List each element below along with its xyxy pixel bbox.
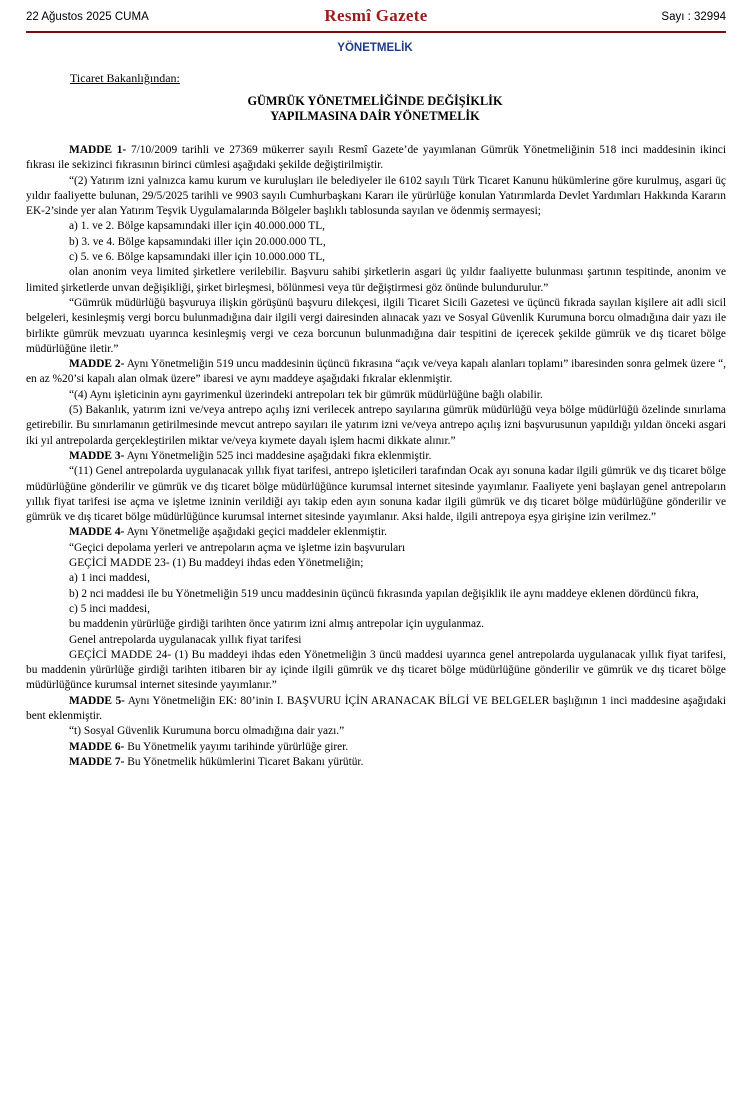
section-heading: YÖNETMELİK [337,42,413,54]
paragraph-text: bu maddenin yürürlüğe girdiği tarihten önce yatırım izni almış antrepolar için uygulanmaz. [69,618,485,631]
body-paragraph [26,556,726,571]
issue-date: 22 Ağustos 2025 CUMA [26,11,149,23]
paragraph-text: GEÇİCİ MADDE 24- (1) Bu maddeyi ihdas eden Yönetmeliğin 3 üncü maddesi uyarınca genel antrepolarda uygulanacak yıllık fiyat tarifesi, bu maddenin yürürlüğe girdiği tarihten itibaren bir ay içinde ilgili gümrük ve dış ticaret bölge müdürlüğüne gönderilir ve gümrük ve dış ticaret bölge müdürlüğünce kurumsal internet sitesinde yayımlanır.” [26,648,726,692]
paragraph-text: a) 1 inci maddesi, [69,572,150,585]
article-paragraph [26,143,726,174]
article-number: MADDE 1- [69,144,127,156]
regulation-body [26,143,726,770]
paragraph-text: Aynı Yönetmeliğin EK: 80’inin I. BAŞVURU İÇİN ARANACAK BİLGİ VE BELGELER başlığının 1 inci maddesine aşağıdaki bent eklenmiştir. [26,694,726,722]
paragraph-text: c) 5 inci maddesi, [69,602,150,615]
body-paragraph [26,403,726,449]
paragraph-text: “Gümrük müdürlüğü başvuruya ilişkin görüşünü başvuru dilekçesi, ilgili Ticaret Sicili Gazetesi ve üçüncü fıkrada sayılan kişilere ait adli sicil belgeleri, kesinleşmiş vergi borcu bulunmadığına dair ilgili vergi dairesinden alınacak yazı ve Sosyal Güvenlik Kurumuna borcu olmadığına dair yazı ile birlikte gümrük mevzuatı uyarınca kesinleşmiş vergi ve ceza borcunun bulunmadığına dair tespitini de içerecek şekilde gümrük ve dış ticaret bölge müdürlüğüne iletir.” [26,296,726,355]
body-paragraph [26,250,726,265]
article-paragraph [26,357,726,388]
paragraph-text: (5) Bakanlık, yatırım izni ve/veya antrepo açılış izni verilecek antrepo sayılarına gümrük müdürlüğü veya bölge müdürlüğü özelinde sınırlama getirebilir. Bu sınırlamanın getirilmesinde mevcut antrepo sayıları ile yatırım izni ve/veya antrepo açılış izni başvurusunun yapıldığı yıldan önceki asgari iki yıl antrepolarda gerçekleştirilen miktar ve/veya kıymete dayalı işlem hacmi dikkate alınır.” [26,404,726,447]
gazette-header [26,6,726,30]
paragraph-text: olan anonim veya limited şirketlere verilebilir. Başvuru sahibi şirketlerin asgari üç yıldır faaliyette bulunması şartının tespitinde, anonim ve limited şirketlerde unvan değişikliği, şirket birleşmesi, bölünmesi veya tür değiştirmesi göz önünde bulundurulur.” [26,266,726,294]
paragraph-text: Genel antrepolarda uygulanacak yıllık fiyat tarifesi [69,633,302,646]
paragraph-text: “Geçici depolama yerleri ve antrepoların açma ve işletme izin başvuruları [69,541,406,554]
body-paragraph [26,265,726,296]
issuing-ministry: Ticaret Bakanlığından: [70,71,180,85]
article-paragraph [26,755,726,770]
paragraph-text: b) 3. ve 4. Bölge kapsamındaki iller için 20.000.000 TL, [69,235,326,248]
title-line: YAPILMASINA DAİR YÖNETMELİK [270,108,480,123]
body-paragraph [26,296,726,357]
body-paragraph [26,219,726,234]
article-number: MADDE 4- [69,526,125,539]
body-paragraph [26,633,726,648]
paragraph-text: a) 1. ve 2. Bölge kapsamındaki iller için 40.000.000 TL, [69,220,326,233]
regulation-title [0,94,750,123]
article-number: MADDE 5- [69,694,125,707]
paragraph-text: Aynı Yönetmeliğin 525 inci maddesine aşağıdaki fıkra eklenmiştir. [124,449,432,462]
issue-number: Sayı : 32994 [661,11,726,23]
article-paragraph [26,525,726,540]
title-line: GÜMRÜK YÖNETMELİĞİNDE DEĞİŞİKLİK [247,94,503,108]
paragraph-text: “t) Sosyal Güvenlik Kurumuna borcu olmadığına dair yazı.” [69,725,345,738]
body-paragraph [26,464,726,525]
header-divider [26,31,726,33]
paragraph-text: b) 2 nci maddesi ile bu Yönetmeliğin 519 uncu maddesinin üçüncü fıkrasında yapılan değişiklik ile aynı maddeye eklenen dördüncü fıkra, [69,587,699,600]
paragraph-text: Aynı Yönetmeliğe aşağıdaki geçici maddeler eklenmiştir. [124,526,388,539]
paragraph-text: “(4) Aynı işleticinin aynı gayrimenkul üzerindeki antrepoları tek bir gümrük müdürlüğüne bağlı olabilir. [69,388,543,401]
body-paragraph [26,388,726,403]
paragraph-text: “(2) Yatırım izni yalnızca kamu kurum ve kuruluşları ile belediyeler ile 6102 sayılı Türk Ticaret Kanunu hükümlerine göre kurulmuş, asgari üç yıldır faaliyette bulunan, 29/5/2025 tarihli ve 9903 sayılı Cumhurbaşkanı Kararı ile yürürlüğe konulan Yatırımlarda Devlet Yardımları Hakkında Kararın EK-2’sinde yer alan Yatırım Teşvik Uygulamalarında Bölgeler başlıklı tablosunda sayılan ve ödenmiş sermayesi; [26,174,726,218]
article-number: MADDE 6- [69,740,125,753]
article-number: MADDE 2- [69,358,125,371]
paragraph-text: Aynı Yönetmeliğin 519 uncu maddesinin üçüncü fıkrasına “açık ve/veya kapalı alanları toplamı” ibaresinden sonra gelmek üzere “, en az %20’si kapalı alan olmak üzere” ibaresi ve aynı maddeye aşağıdaki fıkralar eklenmiştir. [26,358,726,386]
body-paragraph [26,571,726,586]
body-paragraph [26,174,726,220]
paragraph-text: Bu Yönetmelik yayımı tarihinde yürürlüğe girer. [124,740,349,753]
paragraph-text: c) 5. ve 6. Bölge kapsamındaki iller için 10.000.000 TL, [69,251,326,264]
paragraph-text: “(11) Genel antrepolarda uygulanacak yıllık fiyat tarifesi, antrepo işleticileri tarafından Ocak ayı sonuna kadar ilgili gümrük ve dış ticaret bölge müdürlüğüne gönderilir ve gümrük ve dış ticaret bölge müdürlüğünce kurumsal internet sitesinde yayımlanır. Faaliyete yeni başlayan genel antrepoların yıllık fiyat tarifesi ise açma ve işletme izninin verildiği ayı takip eden ayın sonuna kadar ilgili gümrük ve dış ticaret bölge müdürlüğüne gönderilir ve gümrük ve dış ticaret bölge müdürlüğünce kurumsal internet sitesinde yayımlanır. Aksi halde, ilgili antrepoya eşya girişine izin verilmez.” [26,465,726,524]
paragraph-text: 7/10/2009 tarihli ve 27369 mükerrer sayılı Resmî Gazete’de yayımlanan Gümrük Yönetmeliğinin 518 inci maddesinin ikinci fıkrası ile sekizinci fıkrasının birinci cümlesi aşağıdaki şekilde değiştirilmiştir. [26,144,726,172]
article-paragraph [26,449,726,464]
article-number: MADDE 7- [69,755,125,768]
paragraph-text: GEÇİCİ MADDE 23- (1) Bu maddeyi ihdas eden Yönetmeliğin; [69,557,364,570]
article-paragraph [26,694,726,725]
body-paragraph [26,724,726,739]
body-paragraph [26,617,726,632]
article-paragraph [26,740,726,755]
body-paragraph [26,541,726,556]
body-paragraph [26,648,726,694]
paragraph-text: Bu Yönetmelik hükümlerini Ticaret Bakanı yürütür. [124,755,364,768]
body-paragraph [26,602,726,617]
body-paragraph [26,235,726,250]
body-paragraph [26,587,726,602]
gazette-title: Resmî Gazete [324,6,428,25]
article-number: MADDE 3- [69,449,125,462]
